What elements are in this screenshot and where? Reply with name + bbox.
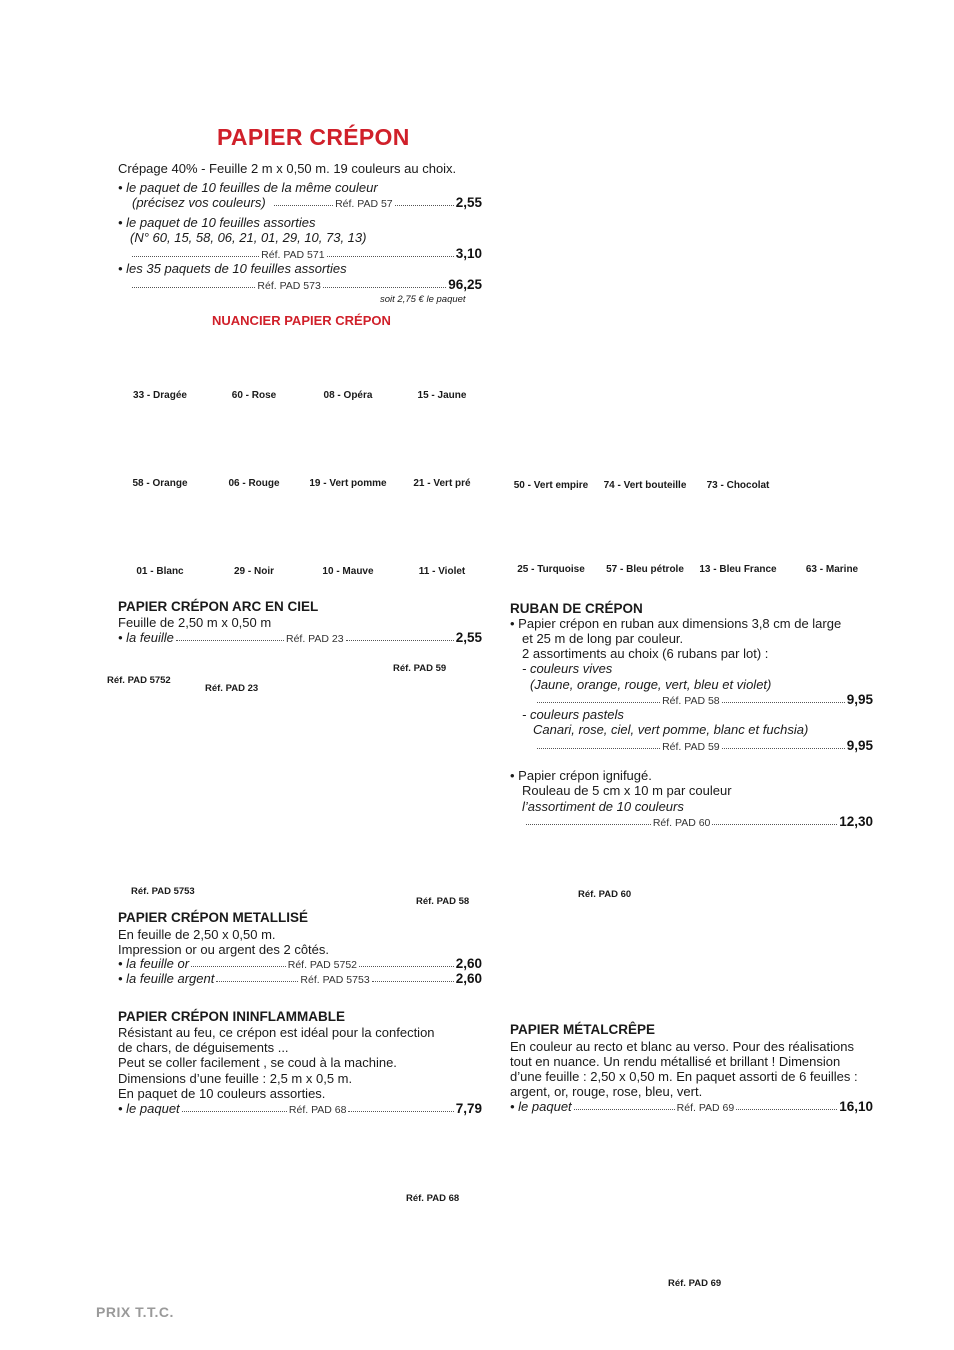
swatch-label: 58 - Orange (132, 478, 188, 489)
offer1-ref-line (272, 195, 482, 210)
ininflammable-price: 7,79 (455, 1101, 482, 1116)
offer2-price: 3,10 (455, 246, 483, 261)
swatch-label: 01 - Blanc (136, 566, 184, 577)
ininflammable-item: • le paquet (118, 1101, 180, 1116)
ininflammable-ref-line (118, 1101, 482, 1116)
ruban-vives-ref-line (535, 692, 873, 707)
metallise-desc1: En feuille de 2,50 x 0,50 m. (118, 927, 276, 942)
ruban-bullet1-line2: et 25 m de long par couleur. (522, 631, 684, 646)
arc-en-ciel-ref-line (118, 630, 482, 645)
photo-caption: Réf. PAD 5753 (131, 886, 195, 897)
swatch-label: 33 - Dragée (133, 390, 187, 401)
intro-text: Crépage 40% - Feuille 2 m x 0,50 m. 19 couleurs au choix. (118, 161, 457, 176)
swatch-label: 15 - Jaune (417, 390, 467, 401)
metallise-argent-ref: Réf. PAD 5753 (300, 974, 370, 986)
swatch-label: 10 - Mauve (322, 566, 374, 577)
metallise-argent-price: 2,60 (455, 971, 483, 986)
arc-en-ciel-desc: Feuille de 2,50 m x 0,50 m (118, 615, 272, 630)
metalcrepe-title: PAPIER MÉTALCRÊPE (510, 1022, 656, 1037)
ruban-bullet2-line1: • Papier crépon ignifugé. (510, 768, 652, 783)
metallise-argent-item: • la feuille argent (118, 971, 215, 986)
metallise-or-item: • la feuille or (118, 956, 190, 971)
ruban-vives-ref: Réf. PAD 58 (662, 695, 720, 707)
swatch-label: 21 - Vert pré (413, 478, 471, 489)
metalcrepe-desc4: argent, or, rouge, rose, bleu, vert. (510, 1084, 703, 1099)
ruban-pastels-price: 9,95 (846, 738, 873, 753)
metallise-title: PAPIER CRÉPON METALLISÉ (118, 910, 309, 925)
ruban-pastels-ref-line (535, 738, 873, 753)
metallise-or-ref: Réf. PAD 5752 (287, 959, 358, 971)
ininflammable-desc5: En paquet de 10 couleurs assorties. (118, 1086, 326, 1101)
ruban-bullet2-line2: Rouleau de 5 cm x 10 m par couleur (522, 783, 732, 798)
ruban-pastels-colors: Canari, rose, ciel, vert pomme, blanc et fuchsia) (533, 722, 809, 737)
arc-en-ciel-title: PAPIER CRÉPON ARC EN CIEL (118, 599, 319, 614)
offer3-note: soit 2,75 € le paquet (380, 294, 466, 305)
metallise-or-price: 2,60 (455, 956, 483, 971)
swatch-label: 60 - Rose (231, 390, 277, 401)
metalcrepe-desc2: tout en nuance. Un rendu métallisé et brillant ! Dimension (510, 1054, 841, 1069)
ruban-pastels-ref: Réf. PAD 59 (662, 741, 720, 753)
metalcrepe-desc3: d’une feuille : 2,50 x 0,50 m. En paquet assorti de 6 feuilles : (510, 1069, 858, 1084)
offer1-line2: (précisez vos couleurs) (132, 195, 266, 210)
ruban-bullet1-line1: • Papier crépon en ruban aux dimensions 3,8 cm de large (510, 616, 842, 631)
metallise-argent-ref-line (118, 971, 482, 986)
ininflammable-desc4: Dimensions d’une feuille : 2,5 m x 0,5 m. (118, 1071, 353, 1086)
swatch-label: 08 - Opéra (323, 390, 373, 401)
ruban-pastels-label: - couleurs pastels (522, 707, 624, 722)
metalcrepe-desc1: En couleur au recto et blanc au verso. Pour des réalisations (510, 1039, 854, 1054)
arc-en-ciel-ref: Réf. PAD 23 (286, 633, 344, 645)
swatch-label: 57 - Bleu pétrole (606, 564, 684, 575)
ruban-bullet2-item: l’assortiment de 10 couleurs (522, 799, 684, 814)
metalcrepe-price: 16,10 (839, 1099, 874, 1114)
swatch-label: 50 - Vert empire (513, 480, 589, 491)
ruban-vives-label: - couleurs vives (522, 661, 613, 676)
photo-caption: Réf. PAD 58 (416, 896, 470, 907)
swatch-label: 63 - Marine (805, 564, 859, 575)
offer2-line2: (N° 60, 15, 58, 06, 21, 01, 29, 10, 73, 13) (130, 230, 367, 245)
offer3-price: 96,25 (448, 277, 482, 292)
metalcrepe-item: • le paquet (510, 1099, 572, 1114)
ruban-bullet2-ref: Réf. PAD 60 (652, 817, 711, 829)
ininflammable-desc2: de chars, de déguisements ... (118, 1040, 289, 1055)
metalcrepe-ref-line (510, 1099, 873, 1114)
ininflammable-desc3: Peut se coller facilement , se coud à la machine. (118, 1055, 397, 1070)
photo-caption: Réf. PAD 5752 (107, 675, 171, 686)
photo-caption: Réf. PAD 68 (406, 1193, 460, 1204)
nuancier-title: NUANCIER PAPIER CRÉPON (212, 313, 391, 328)
ruban-vives-price: 9,95 (846, 692, 873, 707)
photo-caption: Réf. PAD 60 (578, 889, 632, 900)
swatch-label: 25 - Turquoise (517, 564, 585, 575)
offer3-line1: • les 35 paquets de 10 feuilles assorties (118, 261, 347, 276)
ininflammable-ref: Réf. PAD 68 (288, 1104, 347, 1116)
metalcrepe-ref: Réf. PAD 69 (676, 1102, 735, 1114)
ininflammable-title: PAPIER CRÉPON ININFLAMMABLE (118, 1009, 346, 1024)
photo-caption: Réf. PAD 23 (205, 683, 259, 694)
photo-caption: Réf. PAD 69 (668, 1278, 722, 1289)
ruban-bullet1-line3: 2 assortiments au choix (6 rubans par lot) : (522, 646, 769, 661)
offer1-line1: • le paquet de 10 feuilles de la même couleur (118, 180, 378, 195)
offer2-line1: • le paquet de 10 feuilles assorties (118, 215, 316, 230)
ininflammable-desc1: Résistant au feu, ce crépon est idéal pour la confection (118, 1025, 435, 1040)
ruban-title: RUBAN DE CRÉPON (510, 601, 643, 616)
swatch-label: 29 - Noir (233, 566, 274, 577)
swatch-label: 13 - Bleu France (699, 564, 777, 575)
ruban-bullet2-price: 12,30 (839, 814, 874, 829)
swatch-label: 74 - Vert bouteille (603, 480, 687, 491)
swatch-label: 11 - Violet (418, 566, 466, 577)
offer3-ref-line (130, 277, 482, 292)
metallise-desc2: Impression or ou argent des 2 côtés. (118, 942, 330, 957)
swatch-label: 06 - Rouge (228, 478, 280, 489)
photo-caption: Réf. PAD 59 (393, 663, 447, 674)
arc-en-ciel-item: • la feuille (118, 630, 174, 645)
ruban-vives-colors: (Jaune, orange, rouge, vert, bleu et violet) (530, 677, 772, 692)
offer3-ref: Réf. PAD 573 (257, 280, 321, 292)
swatch-label: 73 - Chocolat (706, 480, 770, 491)
offer1-ref: Réf. PAD 57 (335, 198, 393, 210)
ruban-bullet2-ref-line (524, 814, 873, 829)
metallise-or-ref-line (118, 956, 482, 971)
offer1-price: 2,55 (455, 195, 482, 210)
swatch-label: 19 - Vert pomme (309, 478, 387, 489)
arc-en-ciel-price: 2,55 (455, 630, 483, 645)
offer2-ref-line (130, 246, 482, 261)
offer2-ref: Réf. PAD 571 (261, 249, 325, 261)
page-title: PAPIER CRÉPON (217, 124, 410, 150)
footer-prix-ttc: PRIX T.T.C. (96, 1304, 174, 1320)
